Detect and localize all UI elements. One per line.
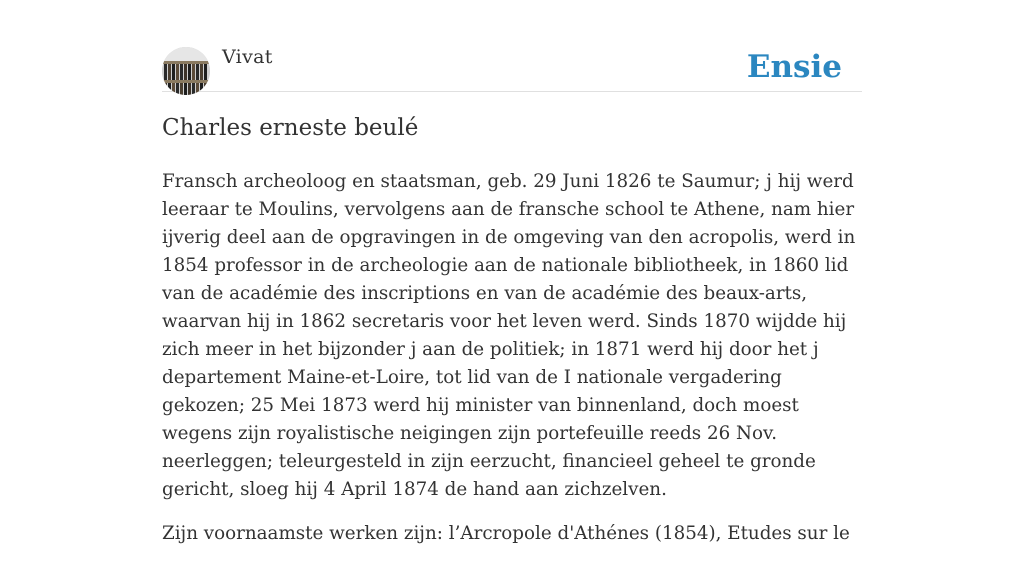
article-title: Charles erneste beulé: [162, 115, 419, 141]
brand-logo[interactable]: Ensie: [746, 49, 842, 85]
library-books-avatar-icon: [162, 47, 210, 95]
article-body: [162, 168, 862, 564]
article-paragraph: Zijn voornaamste werken zijn: l’Arcropole d'Athénes (1854), Etudes sur le: [162, 523, 850, 544]
author-avatar[interactable]: [162, 47, 210, 95]
article-paragraph: Fransch archeoloog en staatsman, geb. 29 Juni 1826 te Saumur; j hij werd leeraar te Moulins, vervolgens aan de fransche school te Athene, nam hier ijverig deel aan de opgravingen in de omgeving van den acropolis, werd in 1854 professor in de archeologie aan de nationale bibliotheek, in 1860 lid van de académie des inscriptions en van de académie des beaux-arts, waarvan hij in 1862 secretaris voor het leven werd. Sinds 1870 wijdde hij zich meer in het bijzonder j aan de politiek; in 1871 werd hij door het j departement Maine-et-Loire, tot lid van de I nationale vergadering gekozen; 25 Mei 1873 werd hij minister van binnenland, doch moest wegens zijn royalistische neigingen zijn portefeuille reeds 26 Nov. neerleggen; teleurgesteld in zijn eerzucht, financieel geheel te gronde gericht, sloeg hij 4 April 1874 de hand aan zichzelven.: [162, 171, 856, 500]
header: [162, 46, 862, 92]
author-name[interactable]: Vivat: [222, 46, 273, 68]
